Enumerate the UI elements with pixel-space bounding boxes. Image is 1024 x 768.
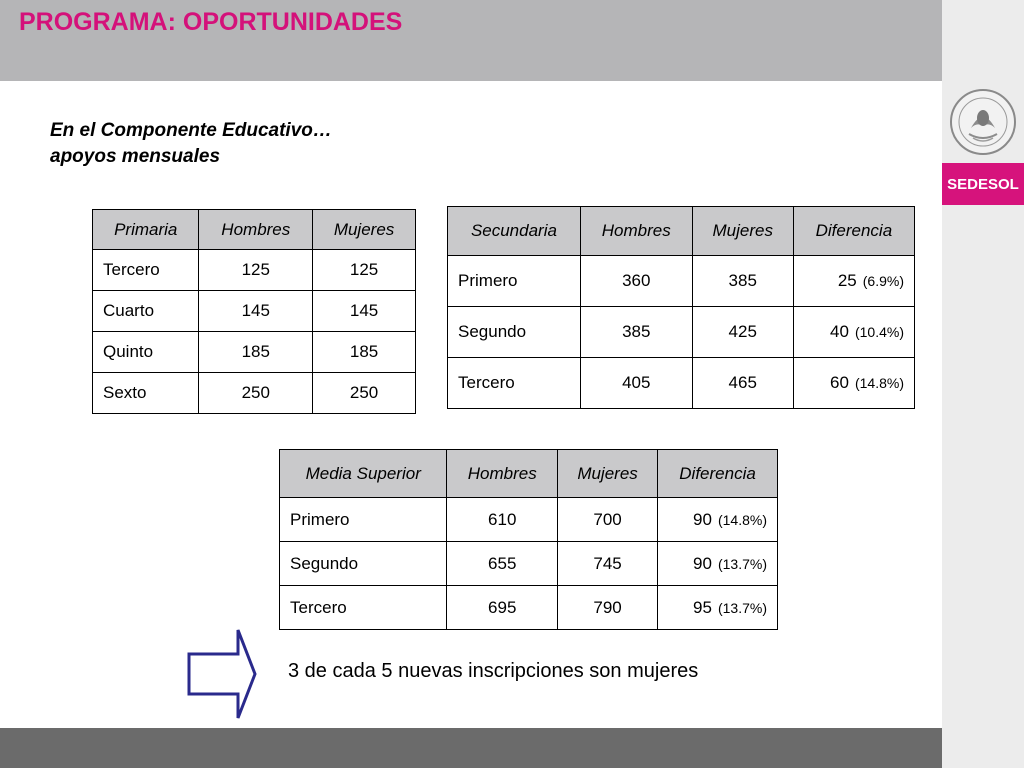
column-header: Diferencia [658, 450, 778, 498]
table-row [448, 256, 915, 307]
diferencia-value: 90 [693, 509, 712, 529]
column-header: Media Superior [280, 450, 447, 498]
column-header: Diferencia [793, 207, 914, 256]
diferencia-value: 60 [830, 373, 849, 392]
mujeres-cell: 425 [692, 307, 793, 358]
column-header: Hombres [580, 207, 692, 256]
table-row [93, 291, 416, 332]
grade-cell: Quinto [93, 332, 199, 373]
mujeres-cell: 465 [692, 358, 793, 409]
conclusion-text: 3 de cada 5 nuevas inscripciones son mujeres [288, 660, 699, 682]
grade-cell: Cuarto [93, 291, 199, 332]
grade-cell: Segundo [280, 542, 447, 586]
mujeres-cell: 185 [313, 332, 416, 373]
table-row [448, 358, 915, 409]
diferencia-value: 25 [837, 271, 857, 290]
secundaria-table [447, 206, 915, 409]
hombres-cell: 695 [447, 586, 558, 630]
hombres-cell: 145 [199, 291, 313, 332]
mujeres-cell: 125 [313, 250, 416, 291]
grade-cell: Primero [448, 256, 581, 307]
grade-cell: Tercero [280, 586, 447, 630]
column-header: Mujeres [692, 207, 793, 256]
primaria-table [92, 209, 416, 414]
diferencia-cell [658, 586, 778, 630]
sedesol-logo: SEDESOL [942, 163, 1024, 205]
mujeres-cell: 385 [692, 256, 793, 307]
diferencia-value: 90 [693, 553, 712, 573]
column-header: Primaria [93, 210, 199, 250]
mujeres-cell: 700 [558, 498, 658, 542]
column-header: Hombres [447, 450, 558, 498]
hombres-cell: 125 [199, 250, 313, 291]
grade-cell: Segundo [448, 307, 581, 358]
table-header-row [93, 210, 416, 250]
column-header: Mujeres [313, 210, 416, 250]
hombres-cell: 655 [447, 542, 558, 586]
table-row [280, 542, 778, 586]
hombres-cell: 250 [199, 373, 313, 414]
table-row [93, 250, 416, 291]
diferencia-percent: (14.8%) [717, 511, 767, 528]
hombres-cell: 360 [580, 256, 692, 307]
mujeres-cell: 790 [558, 586, 658, 630]
diferencia-cell [658, 542, 778, 586]
mexico-coat-of-arms-icon [949, 88, 1017, 156]
diferencia-cell [793, 307, 914, 358]
grade-cell: Primero [280, 498, 447, 542]
diferencia-cell [793, 256, 914, 307]
diferencia-cell [793, 358, 914, 409]
grade-cell: Tercero [448, 358, 581, 409]
diferencia-percent: (14.8%) [854, 375, 904, 391]
hombres-cell: 610 [447, 498, 558, 542]
hombres-cell: 185 [199, 332, 313, 373]
footer-bar [0, 728, 942, 768]
subtitle-line-1: En el Componente Educativo… [50, 120, 332, 141]
column-header: Mujeres [558, 450, 658, 498]
column-header: Hombres [199, 210, 313, 250]
mujeres-cell: 250 [313, 373, 416, 414]
mujeres-cell: 745 [558, 542, 658, 586]
mujeres-cell: 145 [313, 291, 416, 332]
subtitle-line-2: apoyos mensuales [50, 146, 221, 167]
diferencia-value: 40 [830, 322, 849, 341]
right-arrow-icon [186, 626, 258, 722]
hombres-cell: 385 [580, 307, 692, 358]
table-row [448, 307, 915, 358]
diferencia-percent: (13.7%) [717, 555, 767, 572]
media-superior-table [279, 449, 778, 630]
table-header-row [280, 450, 778, 498]
diferencia-value: 95 [693, 597, 712, 617]
diferencia-percent: (10.4%) [854, 324, 904, 340]
diferencia-cell [658, 498, 778, 542]
column-header: Secundaria [448, 207, 581, 256]
grade-cell: Sexto [93, 373, 199, 414]
grade-cell: Tercero [93, 250, 199, 291]
table-row [280, 586, 778, 630]
section-subtitle [50, 118, 332, 170]
diferencia-percent: (6.9%) [862, 273, 904, 289]
page-title: PROGRAMA: OPORTUNIDADES [19, 8, 403, 36]
diferencia-percent: (13.7%) [717, 599, 767, 616]
table-header-row [448, 207, 915, 256]
table-row [93, 373, 416, 414]
table-row [93, 332, 416, 373]
hombres-cell: 405 [580, 358, 692, 409]
table-row [280, 498, 778, 542]
